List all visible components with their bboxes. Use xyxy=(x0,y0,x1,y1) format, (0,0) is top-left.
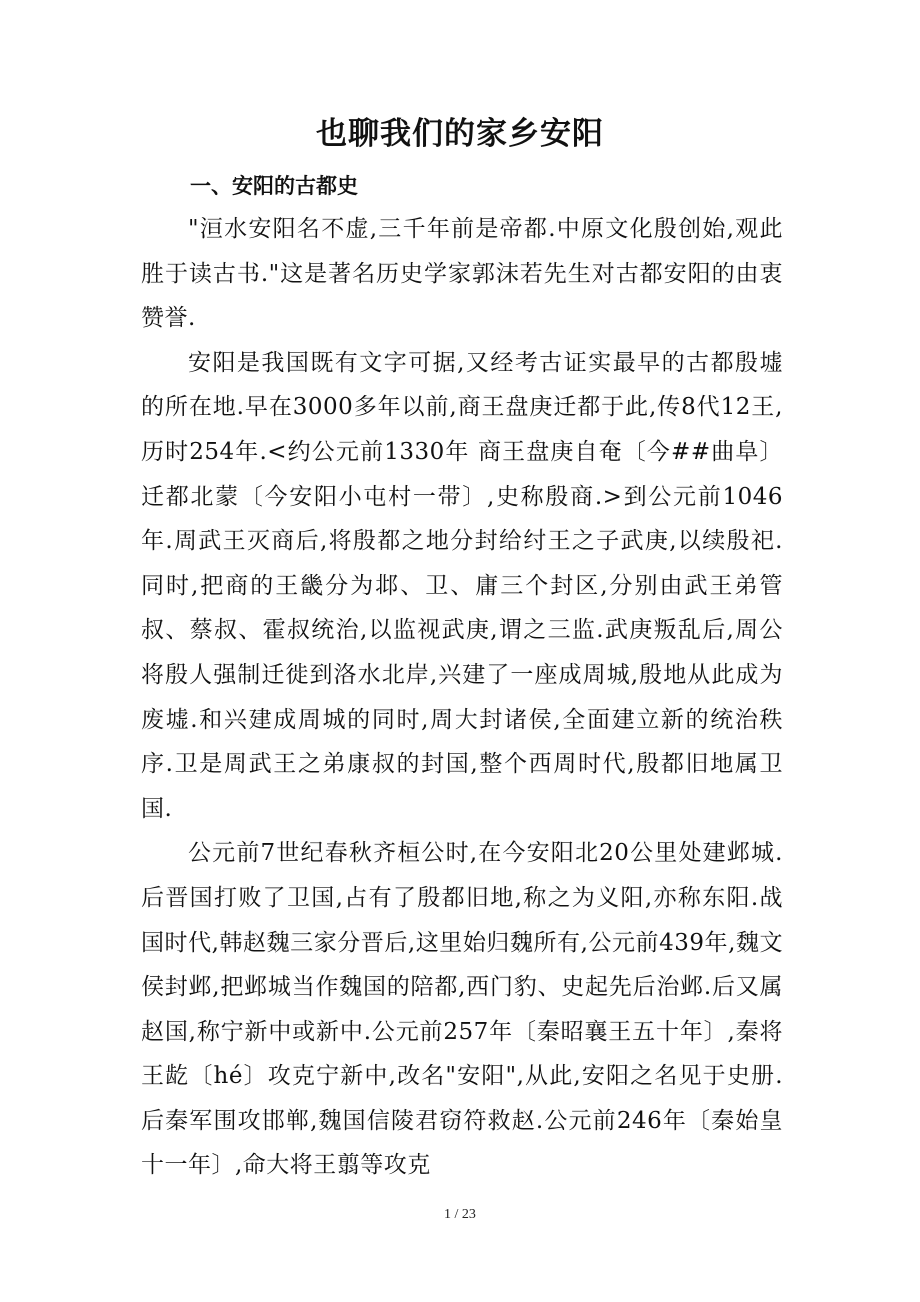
paragraph-yecheng: 公元前7世纪春秋齐桓公时,在今安阳北20公里处建邺城.后晋国打败了卫国,占有了殷都旧地,称之为义阳,亦称东阳.战国时代,韩赵魏三家分晋后,这里始归魏所有,公元前439年,魏文侯封邺,把邺城当作魏国的陪都,西门豹、史起先后治邺.后又属赵国,称宁新中或新中.公元前257年〔秦昭襄王五十年〕,秦将王龁〔hé〕攻克宁新中,改名"安阳",从此,安阳之名见于史册.后秦军围攻邯郸,魏国信陵君窃符救赵.公元前246年〔秦始皇十一年〕,命大将王翦等攻克 xyxy=(141,840,783,1179)
section-heading: 一、安阳的古都史 xyxy=(190,174,358,198)
paragraph-quote: "洹水安阳名不虚,三千年前是帝都.中原文化殷创始,观此胜于读古书."这是著名历史学家郭沫若先生对古都安阳的由衷赞誉. xyxy=(141,216,783,332)
paragraph-yinxu: 安阳是我国既有文字可据,又经考古证实最早的古都殷墟的所在地.早在3000多年以前,商王盘庚迁都于此,传8代12王,历时254年.<约公元前1330年 商王盘庚自奄〔今##曲阜〕迁都北蒙〔今安阳小屯村一带〕,史称殷商.>到公元前1046年.周武王灭商后,将殷都之地分封给纣王之子武庚,以续殷祀.同时,把商的王畿分为邶、卫、庸三个封区,分别由武王弟管叔、蔡叔、霍叔统治,以监视武庚,谓之三监.武庚叛乱后,周公将殷人强制迁徙到洛水北岸,兴建了一座成周城,殷地从此成为废墟.和兴建成周城的同时,周大封诸侯,全面建立新的统治秩序.卫是周武王之弟康叔的封国,整个西周时代,殷都旧地属卫国. xyxy=(141,349,783,822)
document-title: 也聊我们的家乡安阳 xyxy=(316,116,604,152)
document-body xyxy=(141,207,783,1188)
page-number: 1 / 23 xyxy=(444,1207,476,1222)
